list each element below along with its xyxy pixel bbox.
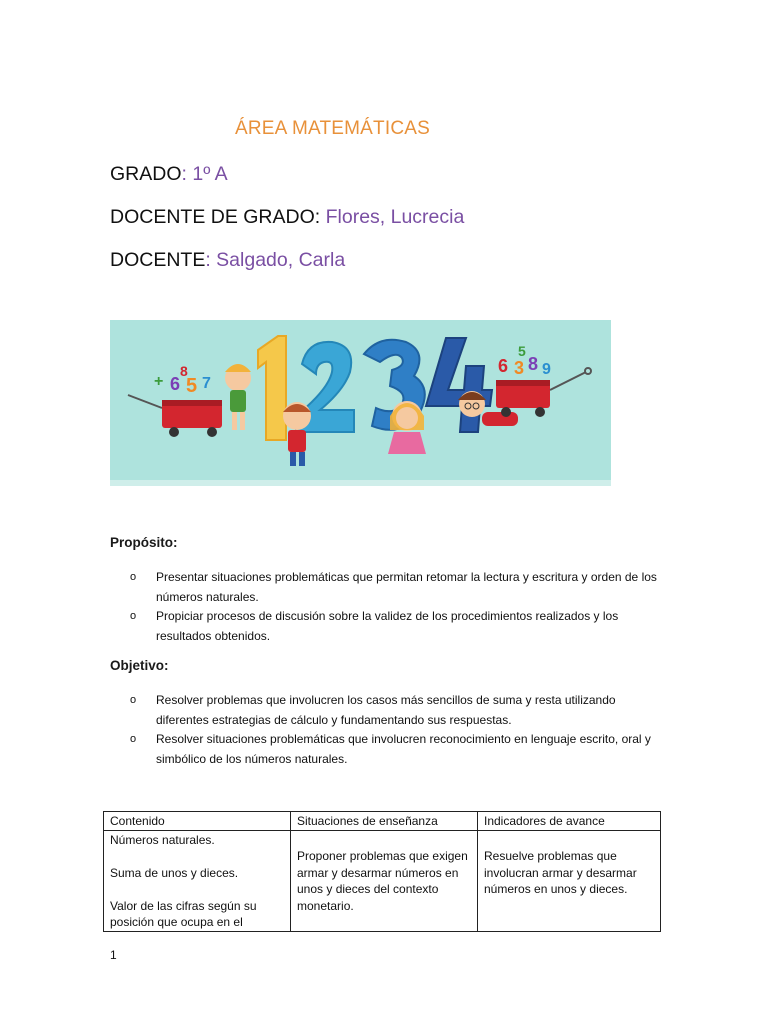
docente-line	[110, 249, 345, 272]
svg-text:7: 7	[202, 375, 211, 392]
objetivo-heading: Objetivo:	[110, 658, 169, 673]
grado-line	[110, 163, 228, 186]
bullet-circle-icon: o	[130, 610, 137, 622]
svg-text:3: 3	[514, 358, 525, 378]
header-contenido: Contenido	[104, 812, 291, 831]
bullet-circle-icon: o	[130, 571, 137, 583]
list-item: o Resolver problemas que involucren los casos más sencillos de suma y resta utilizando diferentes estrategias de cálculo y fundamentando sus respuestas.	[130, 693, 616, 727]
bullet-circle-icon: o	[130, 694, 137, 706]
svg-text:5: 5	[518, 343, 526, 359]
docente-grado-label: DOCENTE DE GRADO:	[110, 206, 321, 228]
cell-indicadores: Resuelve problemas que involucran armar y desarmar números en unos y dieces.	[478, 830, 661, 931]
svg-text:8: 8	[180, 363, 188, 379]
header-situaciones: Situaciones de enseñanza	[291, 812, 478, 831]
grado-value: : 1º A	[181, 163, 228, 185]
list-item: o Presentar situaciones problemáticas que permitan retomar la lectura y escritura y orden de los números naturales.	[130, 570, 657, 604]
docente-value: : Salgado, Carla	[205, 249, 346, 271]
page-number: 1	[110, 948, 117, 962]
objetivo-list	[130, 691, 670, 769]
grado-label: GRADO	[110, 163, 182, 185]
header-indicadores: Indicadores de avance	[478, 812, 661, 831]
bullet-circle-icon: o	[130, 733, 137, 745]
docente-grado-line	[110, 206, 464, 229]
numbers-banner-image	[110, 320, 611, 486]
svg-text:6: 6	[170, 374, 181, 394]
table-header-row	[104, 812, 661, 831]
content-table	[103, 811, 661, 932]
table-row	[104, 830, 661, 931]
svg-text:6: 6	[498, 356, 509, 376]
svg-text:9: 9	[542, 361, 551, 378]
docente-grado-value: Flores, Lucrecia	[320, 206, 465, 228]
svg-text:+: +	[154, 373, 164, 390]
svg-text:8: 8	[528, 354, 539, 374]
cell-situaciones: Proponer problemas que exigen armar y desarmar números en unos y dieces del contexto monetario.	[291, 830, 478, 931]
document-title: ÁREA MATEMÁTICAS	[235, 118, 430, 139]
svg-text:5: 5	[186, 375, 198, 397]
cell-contenido: Números naturales. Suma de unos y dieces. Valor de las cifras según su posición que ocupa en el	[104, 830, 291, 931]
proposito-list	[130, 568, 670, 646]
list-item: o Resolver situaciones problemáticas que involucren reconocimiento en lenguaje escrito, oral y simbólico de los números naturales.	[130, 732, 651, 766]
docente-label: DOCENTE	[110, 249, 206, 271]
proposito-heading: Propósito:	[110, 535, 178, 550]
list-item: o Propiciar procesos de discusión sobre la validez de los procedimientos realizados y los resultados obtenidos.	[130, 609, 619, 643]
